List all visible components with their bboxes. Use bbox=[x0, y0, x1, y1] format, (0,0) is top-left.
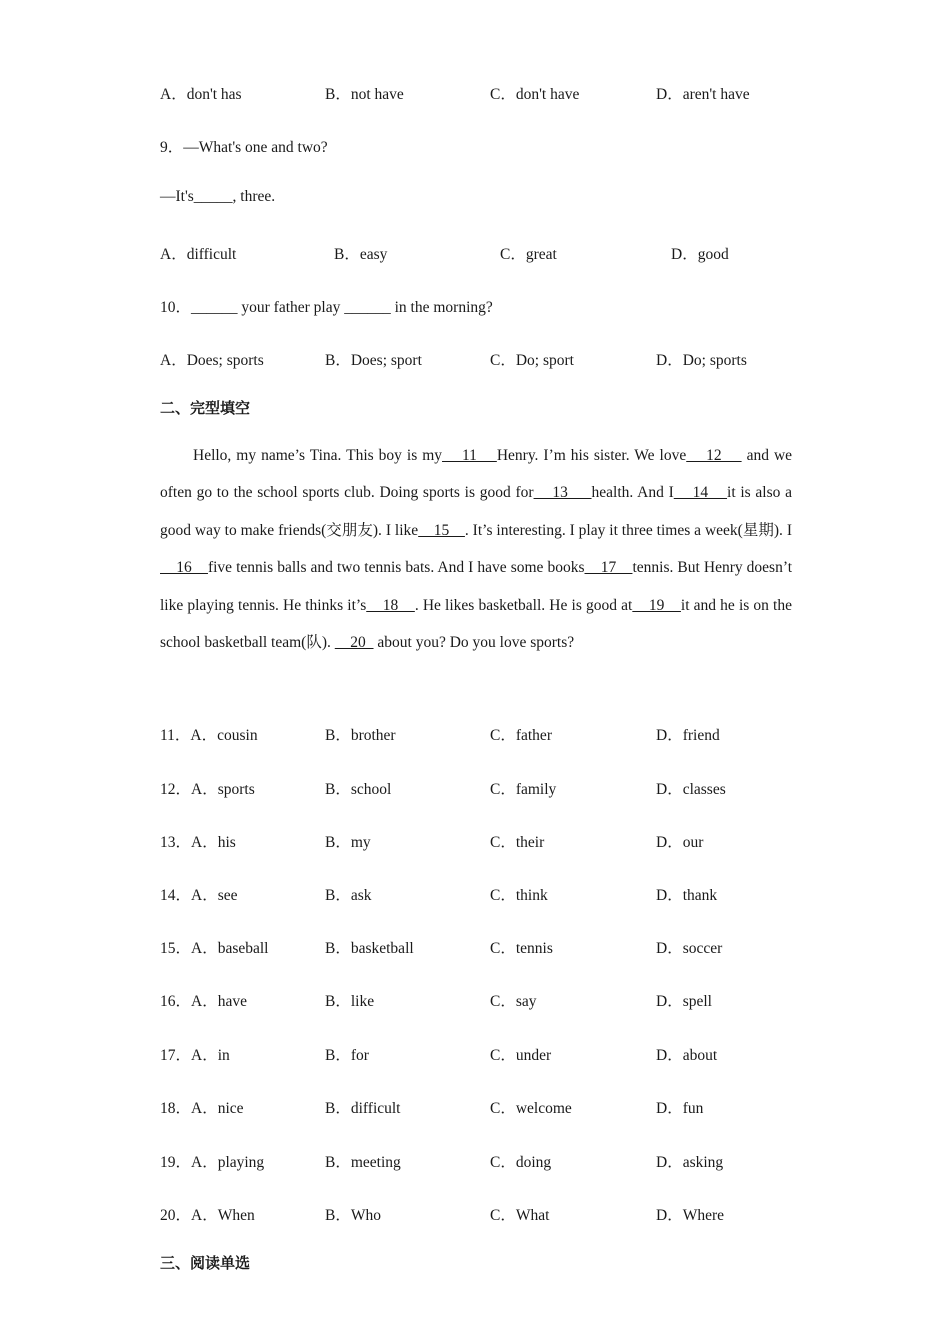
option-d: D．our bbox=[656, 834, 704, 851]
option-a: 16．A．have bbox=[160, 993, 247, 1010]
option-d: D．about bbox=[656, 1047, 718, 1064]
option-b: B．my bbox=[325, 834, 371, 851]
section-heading-reading: 三、阅读单选 bbox=[160, 1254, 251, 1272]
q9-option-b: B．easy bbox=[334, 246, 388, 263]
option-a: 15．A．baseball bbox=[160, 940, 269, 957]
option-b: B．like bbox=[325, 993, 375, 1010]
passage-text: five tennis balls and two tennis bats. And I have some books bbox=[207, 559, 585, 577]
cloze-passage bbox=[160, 437, 792, 661]
option-a: 17．A．in bbox=[160, 1047, 230, 1064]
q8-option-c: C．don't have bbox=[490, 86, 580, 103]
option-a: 18．A．nice bbox=[160, 1100, 244, 1117]
passage-text: it is also a good way to make friends(交朋友). I like bbox=[160, 484, 792, 539]
option-b: B．meeting bbox=[325, 1154, 401, 1171]
option-c: C．tennis bbox=[490, 940, 553, 957]
option-a: 11．A．cousin bbox=[160, 727, 258, 744]
passage-text: Hello, my name’s Tina. This boy is my bbox=[193, 447, 443, 464]
q9-answer-line: —It's_____, three. bbox=[160, 188, 276, 205]
option-c: C．think bbox=[490, 887, 548, 904]
option-d: D．spell bbox=[656, 993, 712, 1010]
option-d: D．thank bbox=[656, 887, 718, 904]
option-a: 19．A．playing bbox=[160, 1154, 265, 1171]
option-b: B．brother bbox=[325, 727, 396, 744]
option-c: C．doing bbox=[490, 1154, 552, 1171]
option-c: C．under bbox=[490, 1047, 552, 1064]
option-d: D．Where bbox=[656, 1207, 724, 1224]
q9-option-c: C．great bbox=[500, 246, 557, 263]
blank-19: 19 bbox=[632, 596, 681, 614]
option-c: C．say bbox=[490, 993, 537, 1010]
option-b: B．basketball bbox=[325, 940, 414, 957]
blank-16: 16 bbox=[160, 559, 208, 577]
blank-18: 18 bbox=[366, 596, 415, 614]
passage-text: tennis. But Henry doesn’t like playing tennis. He thinks it’s bbox=[160, 559, 793, 614]
passage-text: . He likes basketball. He is good at bbox=[414, 596, 633, 614]
blank-20: 20 bbox=[334, 634, 374, 652]
q9-option-a: A．difficult bbox=[160, 246, 237, 263]
blank-15: 15 bbox=[418, 521, 465, 539]
passage-text: it and he is on the school basketball team(队). bbox=[160, 596, 792, 652]
blank-12: 12 bbox=[686, 447, 742, 464]
option-d: D．soccer bbox=[656, 940, 723, 957]
q10-stem: 10．______ your father play ______ in the morning? bbox=[160, 299, 493, 316]
passage-text: and we often go to the school sports club. Doing sports is good for bbox=[160, 447, 793, 502]
q10-option-b: B．Does; sport bbox=[325, 352, 422, 369]
q10-option-a: A．Does; sports bbox=[160, 352, 264, 369]
passage-text: about you? Do you love sports? bbox=[373, 634, 575, 652]
option-b: B．ask bbox=[325, 887, 372, 904]
option-c: C．welcome bbox=[490, 1100, 572, 1117]
q10-option-d: D．Do; sports bbox=[656, 352, 747, 369]
option-c: C．family bbox=[490, 781, 557, 798]
option-c: C．What bbox=[490, 1207, 550, 1224]
blank-17: 17 bbox=[584, 559, 633, 577]
option-d: D．classes bbox=[656, 781, 726, 798]
q8-option-b: B．not have bbox=[325, 86, 404, 103]
passage-text: health. And I bbox=[591, 484, 674, 502]
q9-stem: 9．—What's one and two? bbox=[160, 139, 328, 156]
section-heading-cloze: 二、完型填空 bbox=[160, 399, 251, 417]
option-b: B．difficult bbox=[325, 1100, 401, 1117]
option-b: B．Who bbox=[325, 1207, 381, 1224]
blank-14: 14 bbox=[673, 484, 728, 502]
option-d: D．friend bbox=[656, 727, 720, 744]
q10-option-c: C．Do; sport bbox=[490, 352, 574, 369]
q8-option-a: A．don't has bbox=[160, 86, 242, 103]
option-a: 14．A．see bbox=[160, 887, 238, 904]
option-b: B．for bbox=[325, 1047, 369, 1064]
option-a: 13．A．his bbox=[160, 834, 236, 851]
option-a: 20．A．When bbox=[160, 1207, 255, 1224]
passage-text: Henry. I’m his sister. We love bbox=[496, 447, 687, 464]
option-d: D．fun bbox=[656, 1100, 704, 1117]
option-a: 12．A．sports bbox=[160, 781, 255, 798]
option-c: C．father bbox=[490, 727, 552, 744]
passage-text: . It’s interesting. I play it three times a week(星期). I bbox=[464, 521, 793, 539]
blank-11: 11 bbox=[442, 447, 497, 464]
option-b: B．school bbox=[325, 781, 392, 798]
q9-option-d: D．good bbox=[671, 246, 729, 263]
option-d: D．asking bbox=[656, 1154, 724, 1171]
option-c: C．their bbox=[490, 834, 545, 851]
q8-option-d: D．aren't have bbox=[656, 86, 750, 103]
blank-13: 13 bbox=[533, 484, 592, 502]
